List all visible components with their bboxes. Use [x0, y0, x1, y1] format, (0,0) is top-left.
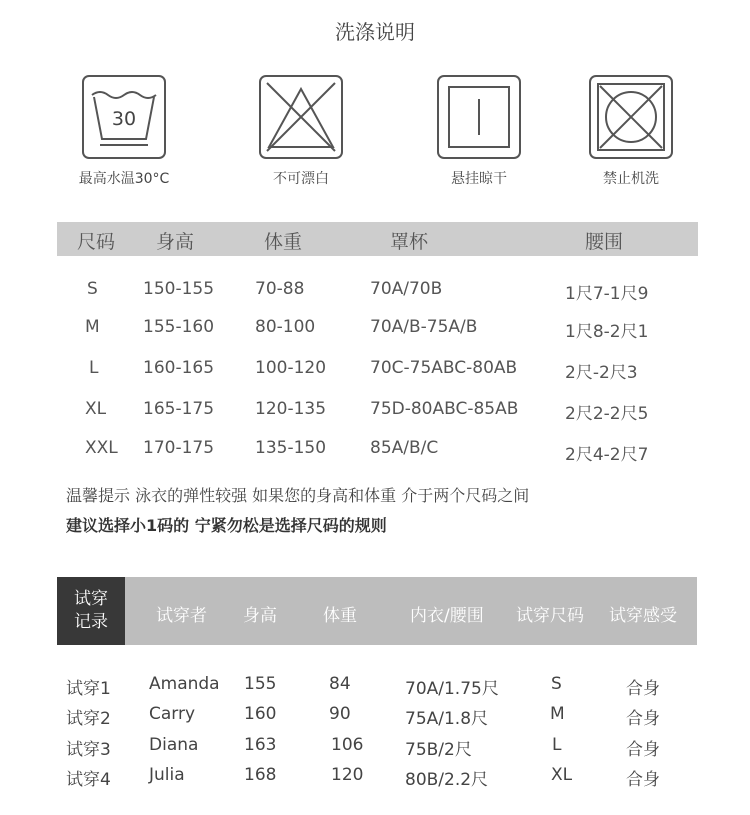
table-cell: 试穿2: [66, 709, 111, 729]
table-cell: 165-175: [143, 399, 215, 419]
table-cell: S: [551, 674, 562, 694]
try-tag-line2: 记录: [74, 612, 108, 632]
table-cell: 80B/2.2尺: [405, 770, 489, 790]
table-cell: 155: [244, 674, 277, 694]
table-cell: 155-160: [143, 317, 215, 337]
header-size: 尺码: [77, 231, 116, 253]
table-cell: 试穿3: [66, 740, 111, 760]
try-record-tag: [57, 577, 125, 645]
table-cell: 2尺-2尺3: [565, 363, 638, 383]
table-cell: XL: [551, 765, 573, 785]
table-cell: Diana: [149, 735, 199, 755]
header-height: 身高: [156, 231, 195, 253]
header-tester: 试穿者: [156, 606, 207, 626]
table-cell: 85A/B/C: [370, 438, 439, 458]
wash-30-icon: [82, 75, 166, 159]
header-weight: 体重: [264, 231, 303, 253]
care-label-machine: 禁止机洗: [603, 171, 659, 187]
table-cell: 试穿4: [66, 770, 111, 790]
table-cell: 170-175: [143, 438, 215, 458]
table-cell: M: [550, 704, 565, 724]
table-cell: 1尺7-1尺9: [565, 284, 649, 304]
table-cell: 75A/1.8尺: [405, 709, 489, 729]
table-cell: 120-135: [255, 399, 327, 419]
table-cell: 75D-80ABC-85AB: [370, 399, 519, 419]
table-cell: 160: [244, 704, 277, 724]
page-title: 洗涤说明: [335, 20, 415, 44]
table-cell: Amanda: [149, 674, 220, 694]
table-cell: M: [85, 317, 100, 337]
table-cell: 80-100: [255, 317, 316, 337]
table-cell: 70-88: [255, 279, 305, 299]
table-cell: S: [87, 279, 98, 299]
care-label-dry: 悬挂晾干: [451, 171, 507, 187]
size-tip: 温馨提示 泳衣的弹性较强 如果您的身高和体重 介于两个尺码之间: [66, 486, 530, 505]
no-machine-wash-icon: [589, 75, 673, 159]
table-cell: 合身: [626, 740, 660, 760]
table-cell: 84: [329, 674, 351, 694]
table-cell: 100-120: [255, 358, 327, 378]
table-cell: L: [89, 358, 99, 378]
table-cell: 135-150: [255, 438, 327, 458]
header-try-size: 试穿尺码: [516, 606, 584, 626]
table-cell: 试穿1: [66, 679, 111, 699]
table-cell: 120: [331, 765, 364, 785]
table-cell: 160-165: [143, 358, 215, 378]
table-cell: 90: [329, 704, 351, 724]
table-cell: L: [552, 735, 562, 755]
try-tag-line1: 试穿: [74, 589, 108, 609]
table-cell: 合身: [626, 770, 660, 790]
table-cell: 2尺4-2尺7: [565, 445, 649, 465]
table-cell: 70A/1.75尺: [405, 679, 499, 699]
hang-dry-icon: [437, 75, 521, 159]
care-label-bleach: 不可漂白: [273, 171, 329, 187]
size-rule: 建议选择小1码的 宁紧勿松是选择尺码的规则: [66, 516, 387, 535]
table-cell: 106: [331, 735, 364, 755]
header-waist: 腰围: [585, 231, 624, 253]
header-bra-waist: 内衣/腰围: [410, 606, 484, 626]
table-cell: Julia: [149, 765, 185, 785]
table-cell: 70A/B-75A/B: [370, 317, 478, 337]
table-cell: 合身: [626, 679, 660, 699]
table-cell: Carry: [149, 704, 196, 724]
no-bleach-icon: [259, 75, 343, 159]
table-cell: 163: [244, 735, 277, 755]
table-cell: XL: [85, 399, 107, 419]
header-try-height: 身高: [243, 606, 277, 626]
table-cell: 2尺2-2尺5: [565, 404, 649, 424]
header-try-feel: 试穿感受: [609, 606, 677, 626]
table-cell: 168: [244, 765, 277, 785]
table-cell: 70C-75ABC-80AB: [370, 358, 518, 378]
table-cell: 1尺8-2尺1: [565, 322, 649, 342]
table-cell: XXL: [85, 438, 118, 458]
try-table-header: [57, 577, 697, 645]
table-cell: 150-155: [143, 279, 215, 299]
header-cup: 罩杯: [390, 231, 429, 253]
table-cell: 合身: [626, 709, 660, 729]
care-label-wash: 最高水温30°C: [78, 171, 170, 187]
table-cell: 70A/70B: [370, 279, 443, 299]
wash-temp-text: 30: [111, 108, 137, 130]
header-try-weight: 体重: [323, 606, 357, 626]
table-cell: 75B/2尺: [405, 740, 472, 760]
